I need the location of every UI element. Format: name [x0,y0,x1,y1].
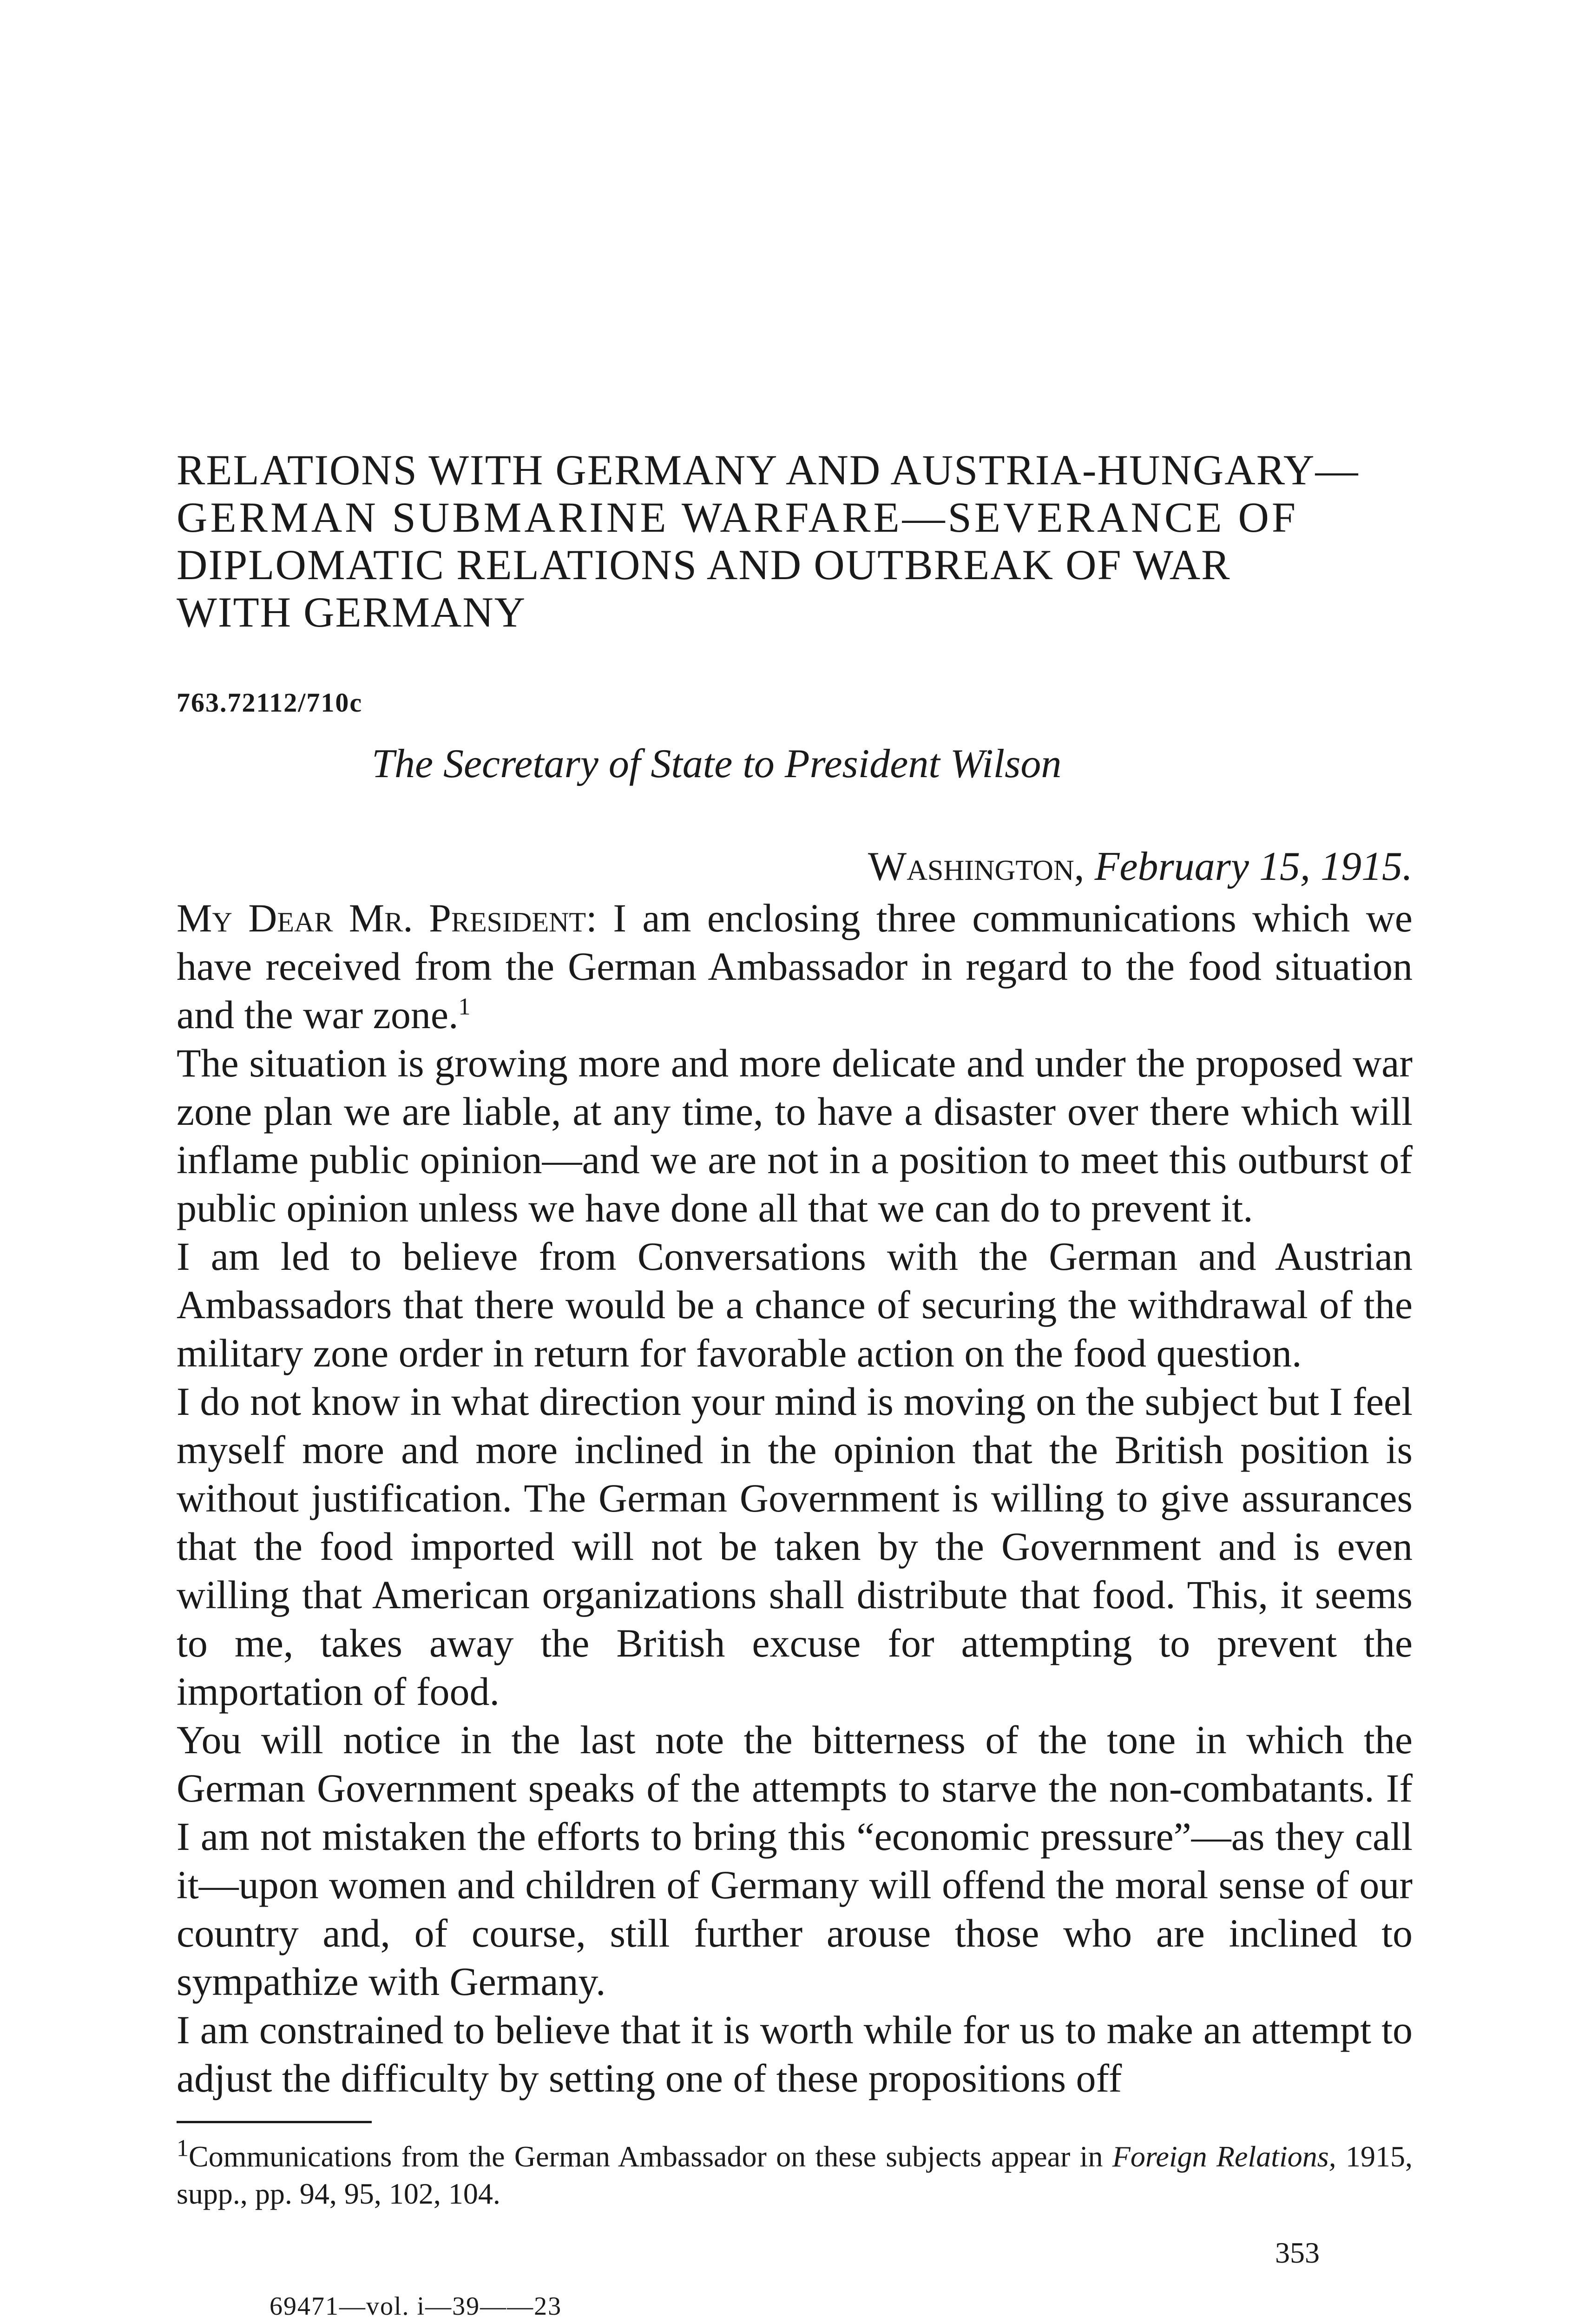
document-number: 763.72112/710c [177,687,363,718]
heading-line-2: GERMAN SUBMARINE WARFARE—SEVERANCE OF [177,494,1299,541]
paragraph-6: I am constrained to believe that it is worth while for us to make an attempt to adjust the difficulty by setting one of these propositions off [177,2007,1413,2100]
salutation: My Dear Mr. President: [177,896,597,940]
dateline-date: February 15, 1915. [1094,844,1413,889]
heading-line-4: WITH GERMANY [177,588,526,636]
footnote-reference: 1 [458,993,471,1020]
footnote-rest: 1915, supp., pp. 94, 95, 102, 104. [177,2140,1413,2210]
chapter-heading [177,446,1413,636]
paragraph-5: You will notice in the last note the bitterness of the tone in which the German Government speaks of the attempts to starve the non-combatants. If I am not mistaken the efforts to bring this “economic pressure”—as they call it—upon women and children of Germany will offend the moral sense of our country and, of course, still further arouse those who are inclined to sympathize with Germany. [177,1717,1413,2004]
dateline-place: Washington, [868,844,1085,889]
paragraph-3: I am led to believe from Conversations with the German and Austrian Ambassadors that there would be a chance of securing the withdrawal of the military zone order in return for favorable action on the food question. [177,1234,1413,1375]
dateline [177,843,1413,890]
page-number: 353 [1275,2236,1320,2269]
heading-line-3: DIPLOMATIC RELATIONS AND OUTBREAK OF WAR [177,541,1231,588]
paragraph-1 [177,894,1413,1039]
letter-body [177,894,1413,2102]
heading-line-1: RELATIONS WITH GERMANY AND AUSTRIA-HUNGARY— [177,446,1359,494]
document-subtitle: The Secretary of State to President Wilson [372,741,1062,786]
paragraph-1-text: I am enclosing three communications which we have received from the German Ambassador in regard to the food situation and the war zone. [177,896,1413,1037]
paragraph-2: The situation is growing more and more delicate and under the proposed war zone plan we are liable, at any time, to have a disaster over there which will inflame public opinion—and we are not in a position to meet this outburst of public opinion unless we have done all that we can do to prevent it. [177,1041,1413,1230]
footnote [177,2135,1413,2212]
document-page [177,446,1413,2324]
footnote-source: Foreign Relations, [1112,2140,1336,2173]
page-footer [177,2231,1413,2324]
paragraph-4: I do not know in what direction your mind is moving on the subject but I feel myself more and more inclined in the opinion that the British position is without justification. The German Government is willing to give assurances that the food imported will not be taken by the Government and is even willing that American organizations shall distribute that food. This, it seems to me, takes away the British excuse for attempting to prevent the importation of food. [177,1379,1413,1714]
print-code: 69471—vol. i—39——23 [270,2292,562,2321]
footnote-text: Communications from the German Ambassador on these subjects appear in [189,2140,1112,2173]
footnote-marker: 1 [177,2135,189,2162]
footnote-divider [177,2121,372,2123]
